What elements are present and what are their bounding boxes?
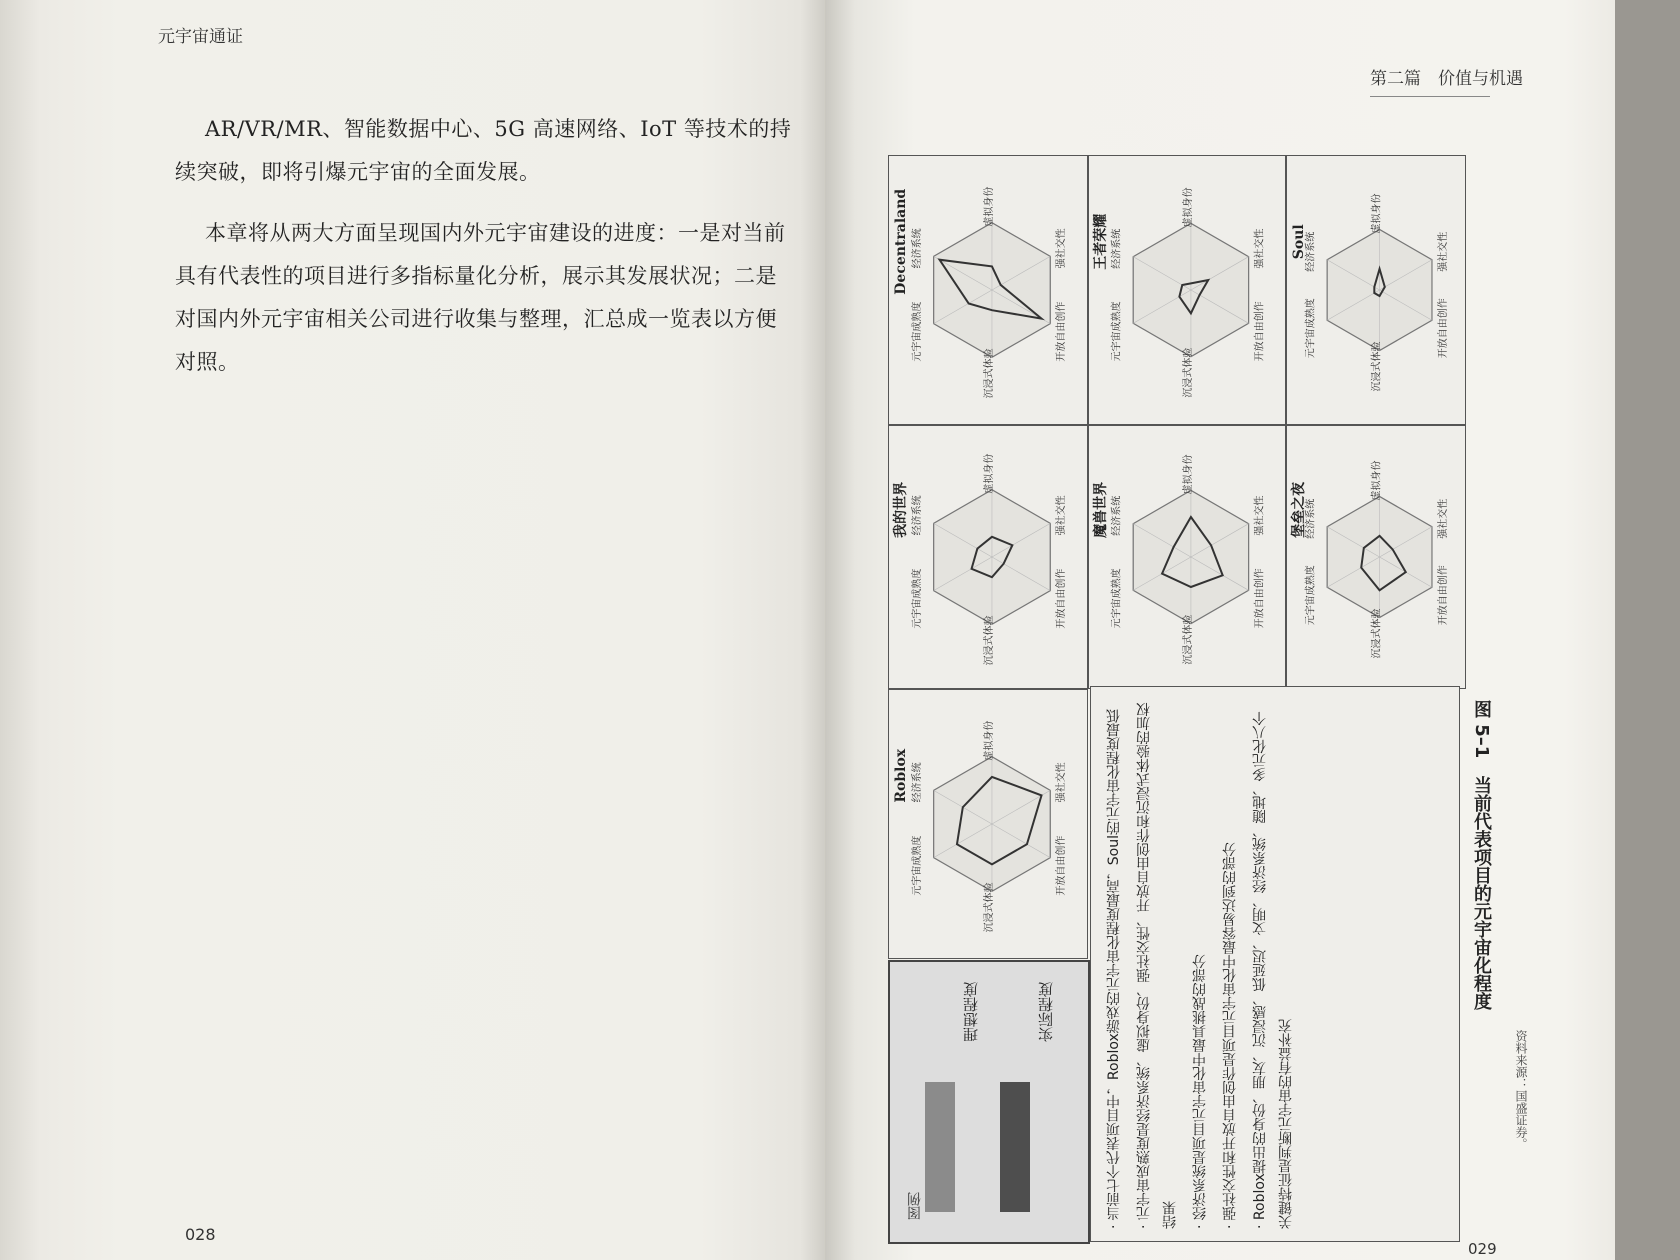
radar-axis-label: 强社交性 xyxy=(1056,228,1068,269)
page-number-left: 028 xyxy=(185,1225,216,1244)
radar-panel-roblox xyxy=(888,689,1088,959)
running-head-left: 元宇宙通证 xyxy=(158,27,243,47)
header-rule xyxy=(1370,96,1490,97)
legend-label-actual: 实际程度 xyxy=(1037,982,1055,1042)
paragraph: AR/VR/MR、智能数据中心、5G 高速网络、IoT 等技术的持续突破，即将引爆元宇宙的全面发展。 xyxy=(175,117,792,184)
radar-axis-label: 开放自由创作 xyxy=(1254,568,1266,629)
radar-chart xyxy=(889,426,1087,688)
radar-axis-label: 经济系统 xyxy=(1305,231,1317,272)
radar-axis-label: 沉浸式体验 xyxy=(1371,341,1383,392)
paragraph: 本章将从两大方面呈现国内外元宇宙建设的进度：一是对当前具有代表性的项目进行多指标量化分析，展示其发展状况；二是对国内外元宇宙相关公司进行收集与整理，汇总成一览表以方便对照。 xyxy=(175,221,786,374)
radar-axis-label: 元宇宙成熟度 xyxy=(911,835,923,896)
radar-axis-label: 强社交性 xyxy=(1056,495,1068,536)
radar-title: 堡垒之夜 xyxy=(1291,481,1307,538)
radar-axis-label: 经济系统 xyxy=(911,762,923,803)
legend-swatch-ideal xyxy=(925,1082,955,1212)
radar-axis-label: 开放自由创作 xyxy=(1056,301,1068,362)
radar-axis-label: 虚拟身份 xyxy=(1182,187,1194,228)
radar-axis-label: 沉浸式体验 xyxy=(1371,608,1383,659)
body-text xyxy=(175,108,795,402)
radar-axis-label: 开放自由创作 xyxy=(1437,565,1449,626)
radar-axis-label: 开放自由创作 xyxy=(1056,835,1068,896)
radar-panel-decentraland xyxy=(888,155,1088,425)
radar-axis-label: 元宇宙成熟度 xyxy=(1305,298,1317,359)
radar-title: Roblox xyxy=(893,748,909,803)
radar-title: 王者荣耀 xyxy=(1093,213,1109,270)
radar-axis-label: 元宇宙成熟度 xyxy=(1305,565,1317,626)
legend-label-ideal: 理想程度 xyxy=(962,982,980,1042)
radar-axis-label: 虚拟身份 xyxy=(983,720,995,761)
note-item: · 元宇宙成熟度是经济系统、虚拟身份、强社交性、开放自由创作和沉浸式体验的加权结果 xyxy=(1136,702,1178,1229)
radar-axis-label: 元宇宙成熟度 xyxy=(1111,568,1123,629)
radar-axis-label: 虚拟身份 xyxy=(983,453,995,494)
radar-axis-label: 强社交性 xyxy=(1254,228,1266,269)
radar-axis-label: 强社交性 xyxy=(1254,495,1266,536)
radar-panel-wow xyxy=(1088,425,1286,689)
notes-list xyxy=(1091,687,1459,1241)
note-item: · Roblox提出的身份、朋友、沉浸感、低延迟、文明、经济系统、随地、多元化八个关键特征是判断元宇宙的有益补充 xyxy=(1252,711,1294,1229)
radar-axis-label: 强社交性 xyxy=(1437,498,1449,539)
radar-axis-label: 开放自由创作 xyxy=(1437,298,1449,359)
radar-panel-fortnite xyxy=(1286,425,1466,689)
radar-panel-minecraft xyxy=(888,425,1088,689)
radar-chart xyxy=(1287,426,1465,688)
radar-axis-label: 虚拟身份 xyxy=(1182,454,1194,495)
radar-axis-label: 沉浸式体验 xyxy=(1182,347,1194,398)
radar-axis-label: 经济系统 xyxy=(911,495,923,536)
radar-chart xyxy=(1089,426,1285,688)
radar-axis-label: 经济系统 xyxy=(1111,495,1123,536)
radar-axis-label: 元宇宙成熟度 xyxy=(911,568,923,629)
figure-caption: 图 5–1 当前代表项目的元宇宙化程度 xyxy=(1471,700,1492,1011)
radar-axis-label: 虚拟身份 xyxy=(1371,193,1383,234)
radar-axis-label: 沉浸式体验 xyxy=(983,615,995,666)
running-head-right: 第二篇 价值与机遇 xyxy=(1370,69,1523,89)
radar-axis-label: 虚拟身份 xyxy=(983,186,995,227)
radar-panel-soul xyxy=(1286,155,1466,425)
radar-axis-label: 经济系统 xyxy=(1305,498,1317,539)
radar-panel-wangzhe xyxy=(1088,155,1286,425)
radar-chart xyxy=(1287,156,1465,424)
radar-axis-label: 开放自由创作 xyxy=(1056,568,1068,629)
notes-box xyxy=(1090,686,1460,1242)
radar-chart xyxy=(889,156,1087,424)
legend-title: 图例 xyxy=(907,1192,923,1220)
radar-axis-label: 元宇宙成熟度 xyxy=(911,301,923,362)
page-number-right: 029 xyxy=(1468,1240,1497,1258)
radar-chart xyxy=(889,690,1087,958)
radar-title: Decentraland xyxy=(893,188,909,295)
radar-chart xyxy=(1089,156,1285,424)
source-note: 资料来源：国盛证券。 xyxy=(1514,1030,1528,1150)
legend-swatch-actual xyxy=(1000,1082,1030,1212)
radar-axis-label: 开放自由创作 xyxy=(1254,301,1266,362)
book-edge xyxy=(1615,0,1680,1260)
radar-axis-label: 强社交性 xyxy=(1056,762,1068,803)
note-item: · 强社交性和开放自由创作是项目元宇宙化中最容易达到的部分 xyxy=(1222,842,1238,1229)
radar-axis-label: 强社交性 xyxy=(1437,231,1449,272)
radar-axis-label: 沉浸式体验 xyxy=(1182,614,1194,665)
radar-title: 魔兽世界 xyxy=(1093,481,1109,538)
radar-axis-label: 沉浸式体验 xyxy=(983,882,995,933)
radar-axis-label: 经济系统 xyxy=(1111,228,1123,269)
note-item: · 经济系统是项目元宇宙化中最具挑战的部分 xyxy=(1192,954,1208,1229)
radar-axis-label: 虚拟身份 xyxy=(1371,460,1383,501)
radar-title: 我的世界 xyxy=(893,481,909,538)
legend-box xyxy=(888,960,1090,1244)
note-item: · 当前七个代表项目中，Roblox游戏的元宇宙化程度最高，Soul的元宇宙化程度最低 xyxy=(1106,709,1122,1229)
radar-axis-label: 沉浸式体验 xyxy=(983,348,995,399)
radar-axis-label: 经济系统 xyxy=(911,228,923,269)
radar-axis-label: 元宇宙成熟度 xyxy=(1111,301,1123,362)
radar-title: Soul xyxy=(1291,224,1307,260)
